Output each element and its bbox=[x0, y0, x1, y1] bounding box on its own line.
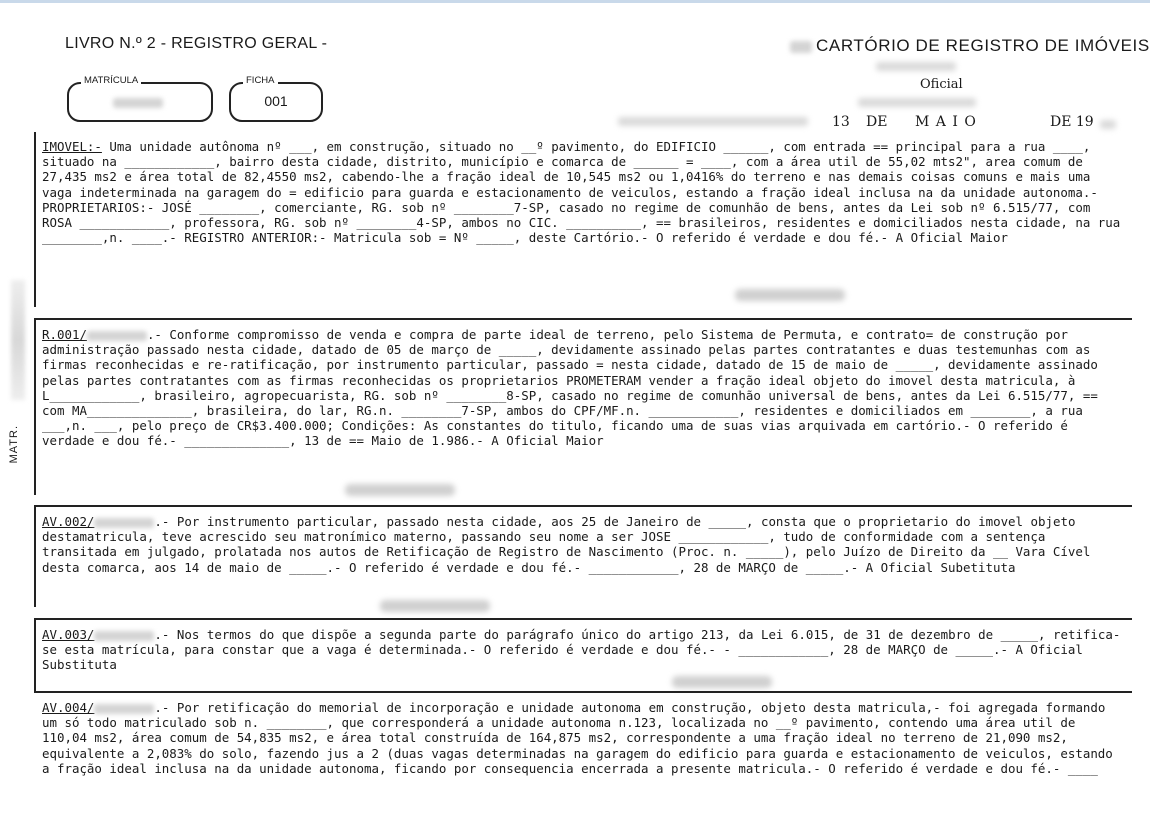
date-day: 13 bbox=[832, 114, 850, 130]
oficial-name-redacted bbox=[858, 98, 976, 107]
entry-text: .- Por retificação do memorial de incorporação e unidade autonoma em construção, objeto desta matricula,- foi agregada formando um só todo matriculado sob n. ________, que corresponderá a unidade autonoma n.123, localizada no __º pavimento, contendo uma área util de 110,04 ms2, área comum de 54,835 ms2, e área total construída de 164,875 ms2, correspondente a uma fração ideal no terreno de 21,090 ms2, equivalente a 2,083% do solo, fazendo jus a 2 (duas vagas determinadas na garagem do edificio para guarda e estacionamento de veiculos, estando a fração ideal inclusa na da unidade autonoma, ficando por consequencia encerrada a presente matricula.- O referido é verdade e dou fé.- ____ bbox=[42, 700, 1113, 776]
date-year-redacted bbox=[1100, 120, 1116, 129]
entry-label: IMOVEL:- bbox=[42, 139, 102, 154]
entry-text: .- Conforme compromisso de venda e compra de parte ideal de terreno, pelo Sistema de Permuta, e contrato= de construção por administração passado nesta cidade, datado de 05 de março de _____, devidamente assinado pelas partes contratantes e duas testemunhas com as firmas reconhecidas e re-ratificação, por instrumento particular, passado = nesta cidade, datado de 15 de maio de _____, devidamente assinado pelas partes contratantes com as firmas reconhecidas os proprietarios PROMETERAM vender a fração ideal objeto do imovel desta matricula, à L____________, brasileiro, agropecuarista, RG. sob nº ________8-SP, casado no regime de comunhão universal de bens, antes da Lei 6.515/77, == com MA______________, brasileira, do lar, RG.n. ________7-SP, ambos do CPF/MF.n. ____________, residentes e domiciliados em ________, a rua ___,n. ___, pelo preço de CR$3.400.000; Condições: As constantes do titulo, ficando uma de suas vias arquivada em cartório.- O referido é verdade e dou fé.- ______________, 13 de == Maio de 1.986.- A Oficial Maior bbox=[42, 327, 1098, 449]
matricula-label: MATRÍCULA bbox=[81, 75, 141, 86]
entry-number-redacted bbox=[94, 704, 154, 714]
entry-number-redacted bbox=[87, 331, 147, 341]
book-title: LIVRO N.º 2 - REGISTRO GERAL - bbox=[65, 35, 328, 52]
entry-text: .- Por instrumento particular, passado nesta cidade, aos 25 de Janeiro de _____, consta que o proprietario do imovel objeto destamatricula, teve acrescido seu matronímico materno, passando seu nome a ser JOSE ____________, tudo de conformidade com a sentença transitada em julgado, prolatada nos autos de Retificação de Registro de Nascimento (Proc. n. _____), pelo Juízo de Direito da __ Vara Cível desta comarca, aos 14 de maio de _____.- O referido é verdade e dou fé.- ____________, 28 de MARÇO de _____.- A Oficial Subetituta bbox=[42, 514, 1091, 575]
date-de: DE bbox=[866, 114, 888, 130]
city-date-redacted bbox=[618, 117, 808, 126]
entry-label: AV.004/ bbox=[42, 700, 95, 715]
signature-redacted bbox=[735, 289, 845, 301]
side-stamp-redacted bbox=[11, 280, 25, 400]
entry-text: Uma unidade autônoma nº ___, em construção, situado no __º pavimento, do EDIFICIO ______, com entrada == principal para a rua ____, situado na ____________, bairro desta cidade, distrito, município e comarca de ______ = ____, com a área util de 55,02 mts2", area comum de 27,435 ms2 e área total de 82,4550 ms2, cabendo-lhe a fração ideal de 10,545 ms2 ou 1,0416% do terreno e nas demais coisas comuns e mais uma vaga indeterminada na garagem do = edificio para guarda e estacionamento de veiculos, estando a fração ideal inclusa na da unidade autonoma.- PROPRIETARIOS:- JOSÉ ________, comerciante, RG. sob nº ________7-SP, casado no regime de comunhão de bens, antes da Lei sob nº 6.515/77, com ROSA ____________, professora, RG. sob nº ________4-SP, ambos no CIC. __________, == brasileiros, residentes e domiciliados nesta cidade, na rua ________,n. ____.- REGISTRO ANTERIOR:- Matricula sob = Nº _____, deste Cartório.- O referido é verdade e dou fé.- A Oficial Maior bbox=[42, 139, 1121, 246]
matricula-value-redacted bbox=[113, 98, 163, 108]
entry-av004 bbox=[34, 691, 1132, 811]
entry-text: .- Nos termos do que dispõe a segunda parte do parágrafo único do artigo 213, da Lei 6.015, de 31 de dezembro de _____, retifica-se esta matrícula, para constar que a vaga é determinada.- O referido é verdade e dou fé.- - ____________, 28 de MARÇO de _____.- A Oficial Substituta bbox=[42, 627, 1121, 673]
date-month: M A I O bbox=[915, 114, 977, 130]
city-redacted bbox=[876, 62, 956, 71]
entry-label: AV.003/ bbox=[42, 627, 95, 642]
registry-office-name: CARTÓRIO DE REGISTRO DE IMÓVEIS bbox=[816, 36, 1150, 55]
entry-label: R.001/ bbox=[42, 327, 87, 342]
ficha-box bbox=[229, 75, 323, 122]
matricula-box bbox=[67, 75, 213, 122]
side-margin bbox=[8, 375, 30, 464]
top-border bbox=[0, 0, 1150, 3]
signature-redacted bbox=[672, 676, 772, 688]
entry-av003 bbox=[34, 618, 1132, 693]
entry-r001 bbox=[34, 318, 1132, 498]
oficial-label: Oficial bbox=[920, 77, 963, 92]
signature-redacted bbox=[345, 484, 455, 496]
entry-number-redacted bbox=[94, 518, 154, 528]
date-year: DE 19 bbox=[1050, 114, 1094, 130]
entry-label: AV.002/ bbox=[42, 514, 95, 529]
entry-imovel bbox=[34, 132, 1132, 307]
registry-office-title bbox=[790, 36, 1150, 56]
ficha-label: FICHA bbox=[243, 75, 278, 86]
entry-av002 bbox=[34, 505, 1132, 607]
side-label: MATR. bbox=[8, 425, 20, 464]
signature-redacted bbox=[380, 600, 490, 612]
entry-number-redacted bbox=[94, 631, 154, 641]
office-number-redacted bbox=[790, 41, 812, 53]
ficha-value: 001 bbox=[264, 93, 288, 109]
